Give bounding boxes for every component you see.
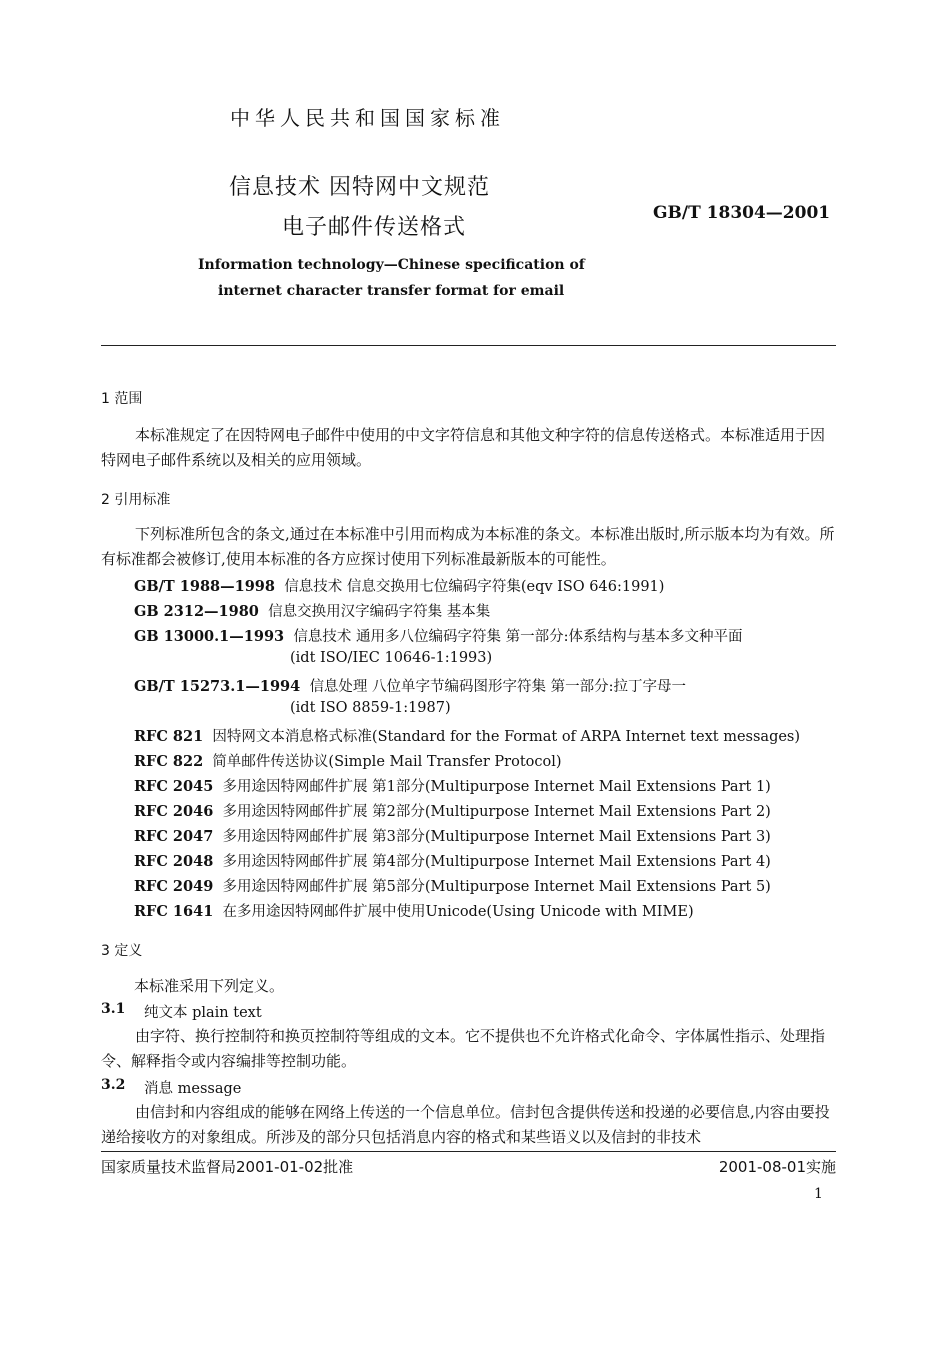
national-standard-label: 中华人民共和国国家标准 xyxy=(230,106,505,130)
section-1-heading: 1 范围 xyxy=(101,391,143,407)
section-3-intro: 本标准采用下列定义。 xyxy=(134,977,285,995)
title-en-line1: Information technology—Chinese specification of xyxy=(198,257,585,273)
reference-item: RFC 2046 多用途因特网邮件扩展 第2部分(Multipurpose Internet Mail Extensions Part 2) xyxy=(134,803,771,820)
definition-2-number: 3.2 xyxy=(101,1077,126,1093)
standard-code: GB/T 18304—2001 xyxy=(653,203,831,223)
reference-item: RFC 2047 多用途因特网邮件扩展 第3部分(Multipurpose Internet Mail Extensions Part 3) xyxy=(134,828,771,845)
effective-date: 2001-08-01实施 xyxy=(718,1158,836,1176)
reference-item: GB/T 1988—1998 信息技术 信息交换用七位编码字符集(eqv ISO 646:1991) xyxy=(134,578,665,595)
reference-item: RFC 2049 多用途因特网邮件扩展 第5部分(Multipurpose Internet Mail Extensions Part 5) xyxy=(134,878,771,895)
definition-2-term: 消息 message xyxy=(144,1081,242,1097)
definition-1-number: 3.1 xyxy=(101,1001,126,1017)
definition-1-term: 纯文本 plain text xyxy=(144,1005,262,1021)
section-2-paragraph: 下列标准所包含的条文,通过在本标准中引用而构成为本标准的条文。本标准出版时,所示版本均为有效。所有标准都会被修订,使用本标准的各方应探讨使用下列标准最新版本的可能性。 xyxy=(101,525,835,568)
definition-2-text: 由信封和内容组成的能够在网络上传送的一个信息单位。信封包含提供传送和投递的必要信息,内容由要投递给接收方的对象组成。所涉及的部分只包括消息内容的格式和某些语义以及信封的非技术 xyxy=(101,1103,830,1146)
footer-divider xyxy=(101,1151,836,1152)
reference-item: RFC 2048 多用途因特网邮件扩展 第4部分(Multipurpose Internet Mail Extensions Part 4) xyxy=(134,853,771,870)
reference-item: GB 13000.1—1993 信息技术 通用多八位编码字符集 第一部分:体系结构与基本多文种平面 xyxy=(134,628,743,645)
reference-item: GB/T 15273.1—1994 信息处理 八位单字节编码图形字符集 第一部分:拉丁字母一 xyxy=(134,678,687,695)
reference-item: RFC 1641 在多用途因特网邮件扩展中使用Unicode(Using Unicode with MIME) xyxy=(134,903,694,920)
reference-item-continuation: (idt ISO/IEC 10646-1:1993) xyxy=(290,650,493,666)
title-en-line2: internet character transfer format for email xyxy=(218,283,565,299)
reference-item: GB 2312—1980 信息交换用汉字编码字符集 基本集 xyxy=(134,603,491,620)
definition-1-text: 由字符、换行控制符和换页控制符等组成的文本。它不提供也不允许格式化命令、字体属性指示、处理指令、解释指令或内容编排等控制功能。 xyxy=(101,1027,826,1070)
section-2-heading: 2 引用标准 xyxy=(101,492,171,508)
reference-item: RFC 822 简单邮件传送协议(Simple Mail Transfer Protocol) xyxy=(134,753,562,770)
title-cn-line1: 信息技术 因特网中文规范 xyxy=(229,175,490,200)
approval-date: 国家质量技术监督局2001-01-02批准 xyxy=(101,1158,354,1176)
section-1-paragraph: 本标准规定了在因特网电子邮件中使用的中文字符信息和其他文种字符的信息传送格式。本标准适用于因特网电子邮件系统以及相关的应用领域。 xyxy=(101,426,826,469)
page-number: 1 xyxy=(814,1186,823,1202)
title-cn-line2: 电子邮件传送格式 xyxy=(282,215,467,240)
reference-item: RFC 2045 多用途因特网邮件扩展 第1部分(Multipurpose Internet Mail Extensions Part 1) xyxy=(134,778,771,795)
header-divider xyxy=(101,345,836,346)
reference-item-continuation: (idt ISO 8859-1:1987) xyxy=(290,700,451,716)
reference-item: RFC 821 因特网文本消息格式标准(Standard for the Format of ARPA Internet text messages) xyxy=(134,728,801,745)
section-3-heading: 3 定义 xyxy=(101,943,143,959)
